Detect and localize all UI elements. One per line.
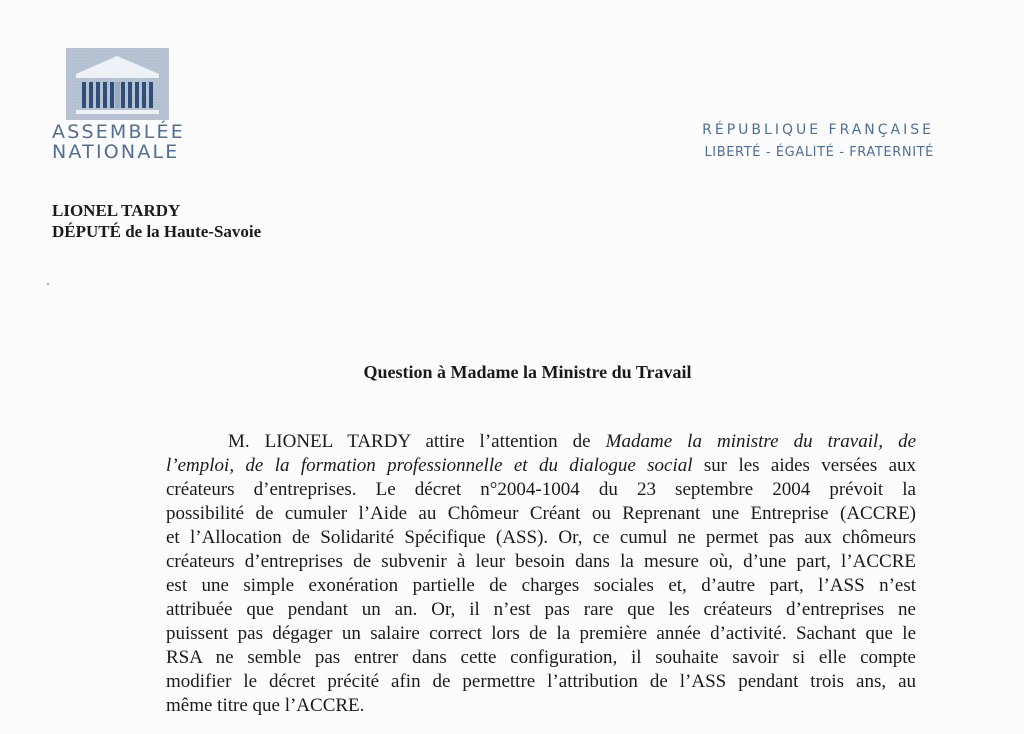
body-line	[166, 622, 916, 646]
body-text-italic: Madame la ministre du travail, de	[605, 431, 917, 452]
body-line	[166, 454, 916, 478]
author-name: LIONEL TARDY	[52, 201, 181, 220]
body-text: M. LIONEL TARDY attire l’attention de	[228, 431, 606, 452]
scan-speck	[47, 283, 49, 285]
author-title: DÉPUTÉ de la Haute-Savoie	[52, 222, 262, 241]
body-text: possibilité de cumuler l’Aide au Chômeur Créant ou Reprenant une Entreprise (ACCRE)	[166, 503, 916, 524]
body-text: même titre que l’ACCRE.	[166, 695, 365, 716]
body-line	[166, 694, 916, 718]
republique-francaise: RÉPUBLIQUE FRANÇAISE	[702, 122, 934, 138]
body-text: sur les aides versées aux	[692, 455, 916, 476]
devise: LIBERTÉ - ÉGALITÉ - FRATERNITÉ	[704, 145, 934, 160]
body-line	[166, 550, 916, 574]
body-text: créateurs d’entreprises de subvenir à leur besoin dans la mesure où, d’une part, l’ACCRE	[166, 551, 916, 572]
body-line	[166, 478, 916, 502]
body-text: attribuée que pendant un an. Or, il n’est pas rare que les créateurs d’entreprises ne	[166, 599, 916, 620]
body-line	[166, 574, 916, 598]
logo-line-2: NATIONALE	[52, 141, 180, 163]
republique-header	[702, 121, 934, 163]
body-line	[166, 646, 916, 670]
body-text-italic: l’emploi, de la formation professionnelle et du dialogue social	[166, 455, 693, 476]
body-line	[166, 526, 916, 550]
body-text: modifier le décret précité afin de permettre l’attribution de l’ASS pendant trois ans, au	[166, 671, 916, 692]
body-line	[166, 670, 916, 694]
question-title: Question à Madame la Ministre du Travail	[363, 362, 692, 382]
body-text: créateurs d’entreprises. Le décret n°2004-1004 du 23 septembre 2004 prévoit la	[166, 479, 916, 500]
hemicycle-logo-icon	[66, 48, 169, 120]
body-text: RSA ne semble pas entrer dans cette configuration, il souhaite savoir si elle compte	[166, 647, 916, 668]
logo-text	[52, 122, 185, 162]
body-text: est une simple exonération partielle de charges sociales et, d’autre part, l’ASS n’est	[166, 575, 916, 596]
logo-line-1: ASSEMBLÉE	[52, 121, 185, 143]
author-block	[52, 200, 261, 242]
body-line	[166, 598, 916, 622]
body-line	[228, 430, 916, 454]
body-text: et l’Allocation de Solidarité Spécifique (ASS). Or, ce cumul ne permet pas aux chômeurs	[166, 527, 916, 548]
body-line	[166, 502, 916, 526]
body-text: puissent pas dégager un salaire correct lors de la première année d’activité. Sachant que le	[166, 623, 916, 644]
